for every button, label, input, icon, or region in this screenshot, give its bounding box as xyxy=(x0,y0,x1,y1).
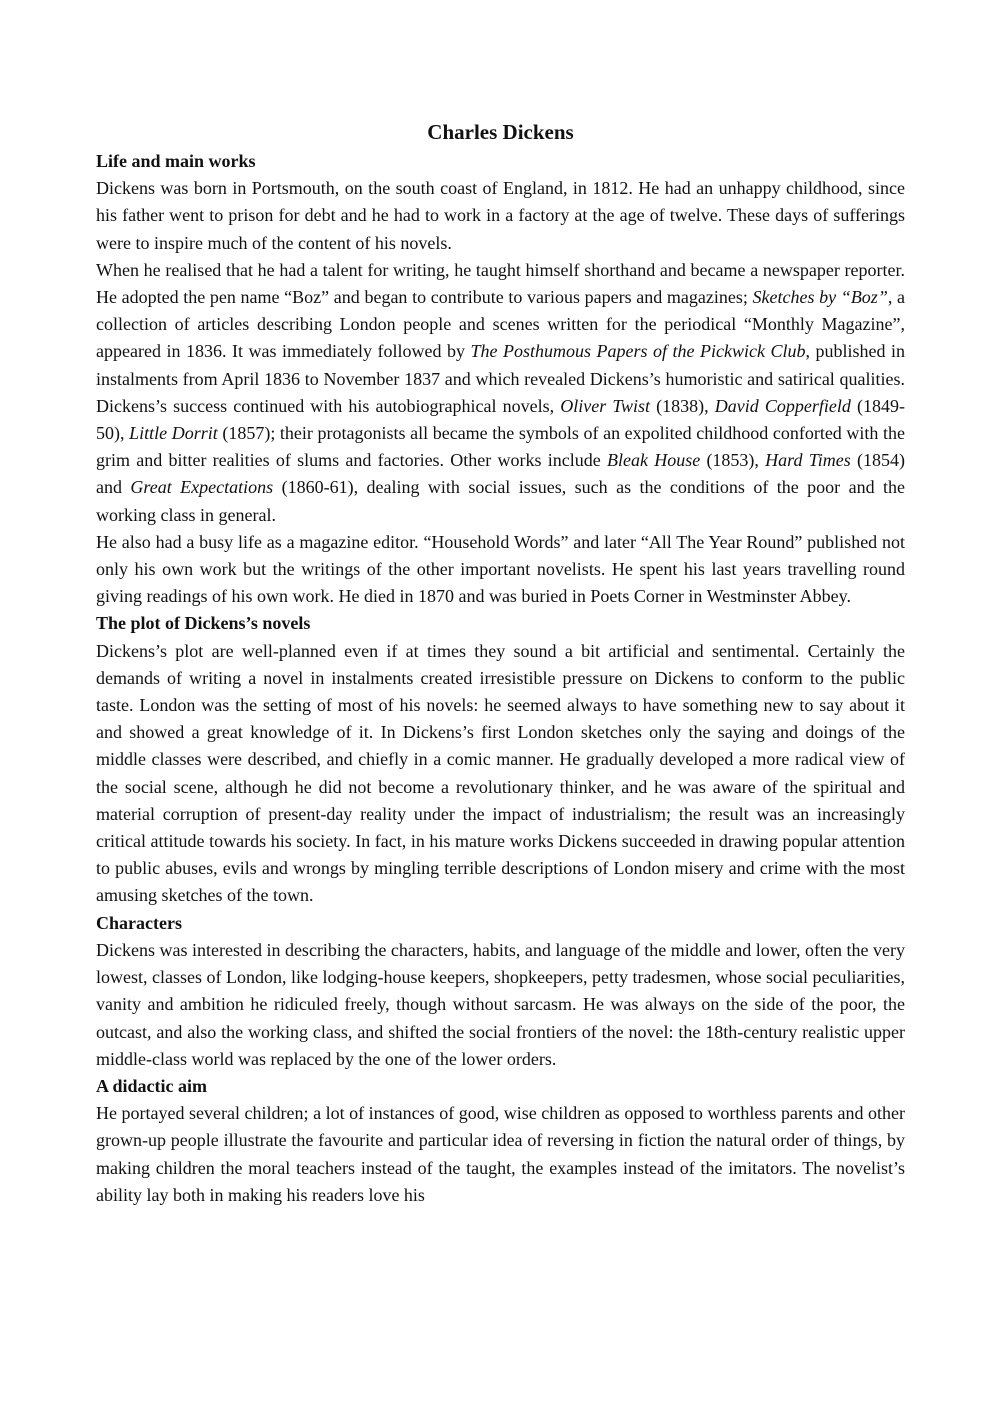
paragraph-text: (1849-50), xyxy=(96,395,905,444)
body-paragraph xyxy=(96,638,905,910)
paragraph-text: , published in instalments from April 1836 to November 1837 and which revealed Dickens’s humoristic and satirical qualities. Dickens’s success continued with his autobiographical novels, xyxy=(96,341,905,416)
paragraph-text: Dickens was interested in describing the characters, habits, and language of the middle and lower, often the very lowest, classes of London, like lodging-house keepers, shopkeepers, petty tradesmen, whose social peculiarities, vanity and ambition he ridiculed freely, though without sarcasm. He was always on the side of the poor, the outcast, and also the working class, and shifted the social frontiers of the novel: the 18th-century realistic upper middle-class world was replaced by the one of the lower orders. xyxy=(96,939,905,1069)
section-heading: The plot of Dickens’s novels xyxy=(96,613,311,634)
paragraph-text: (1860-61), dealing with social issues, such as the conditions of the poor and the working class in general. xyxy=(96,477,906,525)
body-paragraph xyxy=(96,1100,905,1209)
paragraph-text: Dickens’s plot are well-planned even if at times they sound a bit artificial and sentimental. Certainly the demands of writing a novel in instalments created irresistible pressure on Dickens to conform to the public taste. London was the setting of most of his novels: he seemed always to have something new to say about it and showed a great knowledge of it. In Dickens’s first London sketches only the saying and doings of the middle classes were described, and chiefly in a comic manner. He gradually developed a more radical view of the social scene, although he did not become a revolutionary thinker, and he was aware of the spiritual and material corruption of present-day reality under the impact of industrialism; the result was an increasingly critical attitude towards his society. In fact, in his mature works Dickens succeeded in drawing popular attention to public abuses, evils and wrongs by mingling terrible descriptions of London misery and crime with the most amusing sketches of the town. xyxy=(96,640,905,906)
body-paragraph xyxy=(96,529,905,611)
paragraph-text: Dickens was born in Portsmouth, on the south coast of England, in 1812. He had an unhappy childhood, since his father went to prison for debt and he had to work in a factory at the age of twelve. These days of sufferings were to inspire much of the content of his novels. xyxy=(96,178,905,253)
paragraph-text: , a collection of articles describing London people and scenes written for the periodical “Monthly Magazine”, appeared in 1836. It was immediately followed by xyxy=(96,287,905,362)
section xyxy=(96,610,905,909)
section xyxy=(96,148,905,610)
body-paragraph xyxy=(96,175,905,257)
section-heading: Life and main works xyxy=(96,151,256,171)
section xyxy=(96,910,905,1073)
paragraph-text: (1853), xyxy=(700,450,766,471)
italic-title-text: Oliver Twist xyxy=(560,395,651,416)
paragraph-text: He portayed several children; a lot of instances of good, wise children as opposed to worthless parents and other grown-up people illustrate the favourite and particular idea of reversing in fiction the natural order of things, by making children the moral teachers instead of the taught, the examples instead of the imitators. The novelist’s ability lay both in making his readers love his xyxy=(96,1103,905,1205)
body-paragraph xyxy=(96,937,905,1073)
section-heading: Characters xyxy=(96,912,182,933)
italic-title-text: Little Dorrit xyxy=(129,423,218,444)
paragraph-text: (1854) and xyxy=(96,450,905,498)
paragraph-text: When he realised that he had a talent for writing, he taught himself shorthand and became a newspaper reporter. He adopted the pen name “Boz” and began to contribute to various papers and magazines; xyxy=(96,259,905,308)
italic-title-text: Bleak House xyxy=(606,450,701,471)
document-title: Charles Dickens xyxy=(427,120,574,144)
paragraph-text: (1838), xyxy=(650,395,715,416)
body-paragraph xyxy=(96,257,905,529)
italic-title-text: Great Expectations xyxy=(130,477,274,498)
paragraph-text: (1857); their protagonists all became the symbols of an expolited childhood conforted with the grim and bitter realities of slums and factories. Other works include xyxy=(96,423,906,471)
italic-title-text: The Posthumous Papers of the Pickwick Club xyxy=(470,341,806,362)
document-page xyxy=(96,117,905,1209)
italic-title-text: David Copperfield xyxy=(714,395,851,416)
document-body xyxy=(96,148,905,1209)
paragraph-text: He also had a busy life as a magazine editor. “Household Words” and later “All The Year Round” published not only his own work but the writings of the other important novelists. He spent his last years travelling round giving readings of his own work. He died in 1870 and was buried in Poets Corner in Westminster Abbey. xyxy=(96,531,905,607)
italic-title-text: Hard Times xyxy=(765,450,851,471)
section-heading: A didactic aim xyxy=(96,1075,207,1096)
italic-title-text: Sketches by “Boz” xyxy=(752,287,888,308)
section xyxy=(96,1073,905,1209)
